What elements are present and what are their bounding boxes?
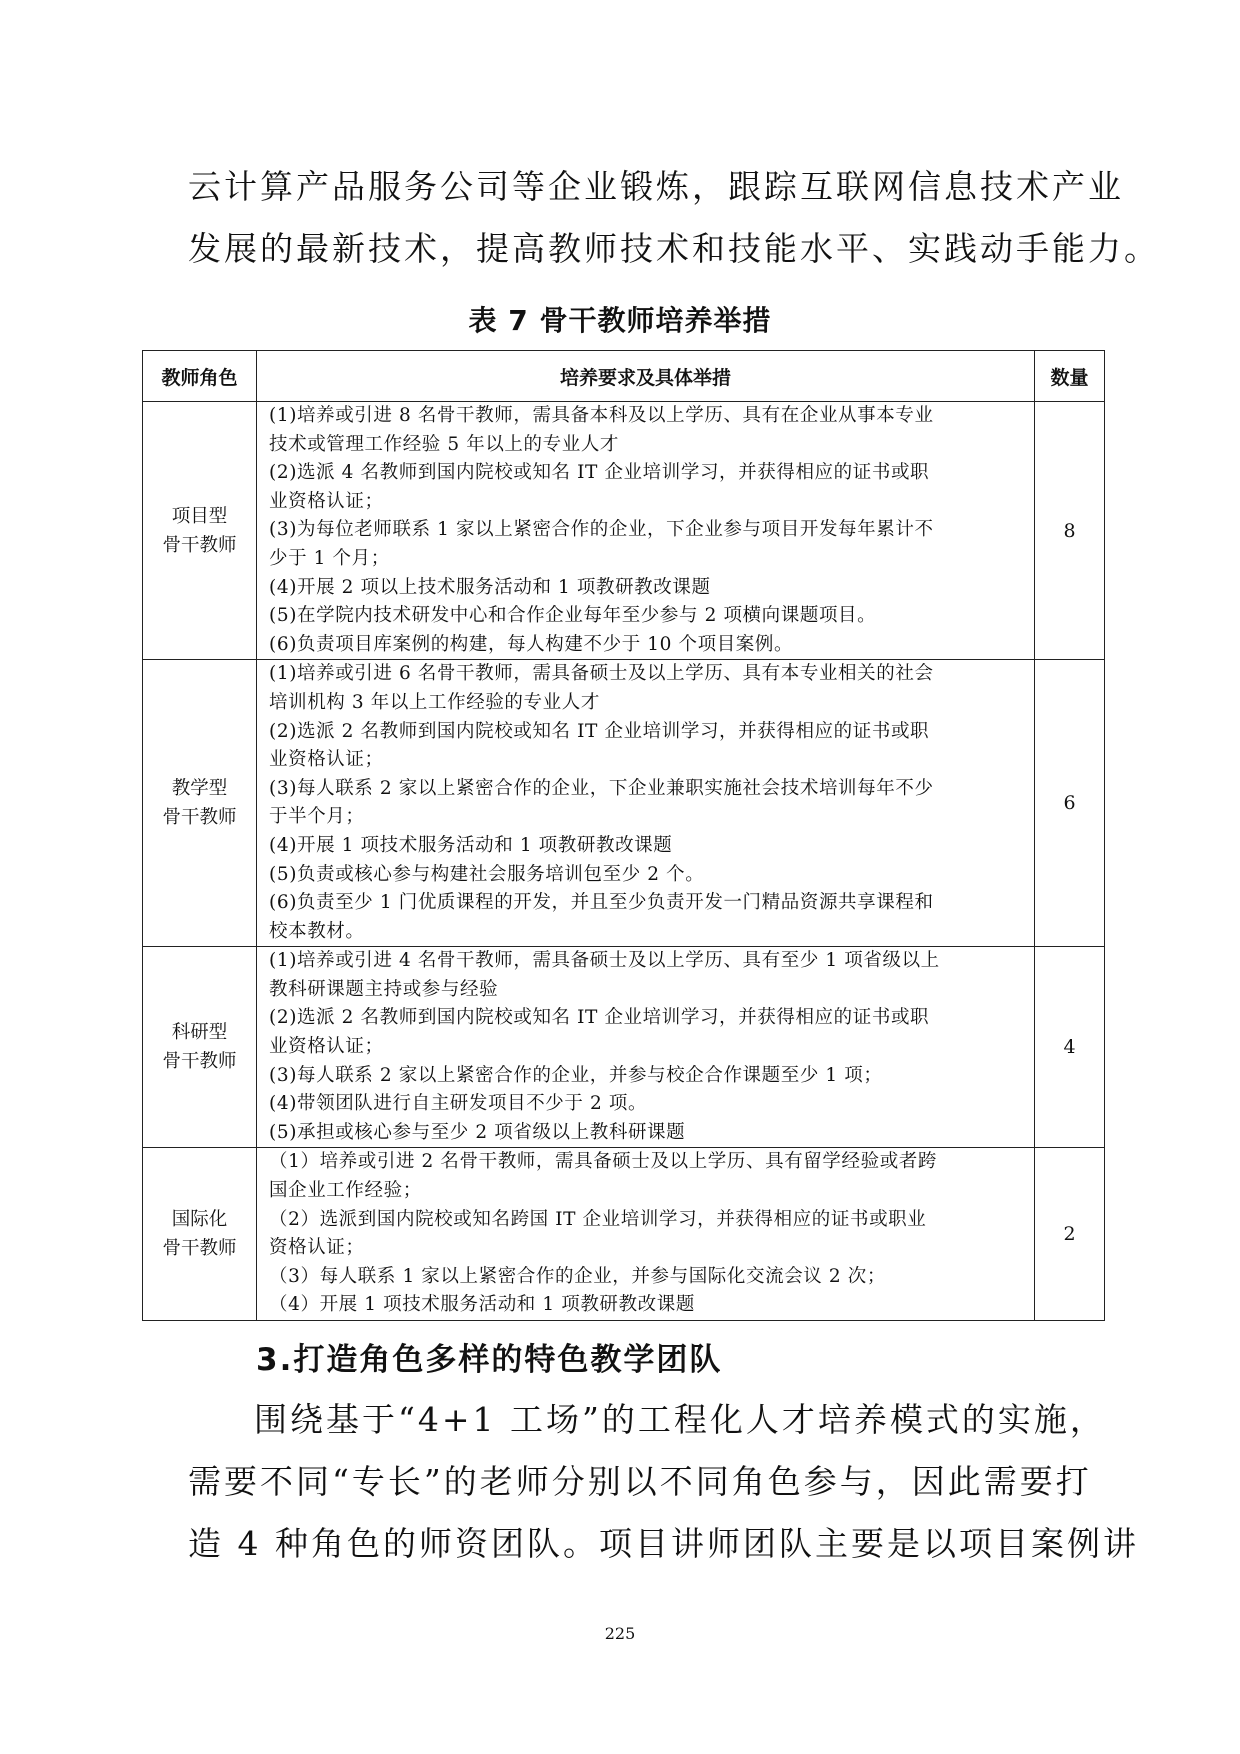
role-cell <box>143 402 257 660</box>
measure-line: 校本教材。 <box>269 920 365 942</box>
intro-paragraph <box>188 156 1160 280</box>
role-label: 教学型 <box>171 778 228 800</box>
measure-line: (3)每人联系 2 家以上紧密合作的企业，下企业兼职实施社会技术培训每年不少 <box>269 777 934 799</box>
measure-line: (3)每人联系 2 家以上紧密合作的企业，并参与校企合作课题至少 1 项； <box>269 1064 883 1086</box>
measure-line: (2)选派 2 名教师到国内院校或知名 IT 企业培训学习，并获得相应的证书或职 <box>269 1007 930 1029</box>
count-cell: 2 <box>1035 1148 1105 1321</box>
measure-line: 教科研课题主持或参与经验 <box>269 978 499 1000</box>
body-line: 造 4 种角色的师资团队。项目讲师团队主要是以项目案例讲 <box>188 1524 1139 1563</box>
measure-line: （2）选派到国内院校或知名跨国 IT 企业培训学习，并获得相应的证书或职业 <box>269 1208 927 1230</box>
table-body <box>143 402 1105 1321</box>
measure-line: (1)培养或引进 4 名骨干教师，需具备硕士及以上学历、具有至少 1 项省级以上 <box>269 950 940 972</box>
measure-line: (6)负责至少 1 门优质课程的开发，并且至少负责开发一门精品资源共享课程和 <box>269 892 934 914</box>
measures-cell <box>257 947 1035 1148</box>
measure-line: (4)开展 2 项以上技术服务活动和 1 项教研教改课题 <box>269 576 711 598</box>
role-label: 科研型 <box>171 1022 228 1044</box>
count-cell: 4 <box>1035 947 1105 1148</box>
measure-line: 业资格认证； <box>269 749 384 771</box>
table-caption: 表 7 骨干教师培养举措 <box>468 304 772 337</box>
body-paragraph <box>188 1389 1139 1575</box>
count-cell: 8 <box>1035 402 1105 660</box>
intro-line: 云计算产品服务公司等企业锻炼，跟踪互联网信息技术产业 <box>188 167 1124 206</box>
header-count: 数量 <box>1035 351 1105 402</box>
role-label: 骨干教师 <box>162 1238 237 1260</box>
measure-line: (2)选派 4 名教师到国内院校或知名 IT 企业培训学习，并获得相应的证书或职 <box>269 462 930 484</box>
measure-line: （1）培养或引进 2 名骨干教师，需具备硕士及以上学历、具有留学经验或者跨 <box>269 1151 938 1173</box>
role-label: 骨干教师 <box>162 534 237 556</box>
measure-line: (5)承担或核心参与至少 2 项省级以上教科研课题 <box>269 1121 686 1143</box>
role-label: 国际化 <box>171 1209 228 1231</box>
page-number: 225 <box>604 1624 636 1643</box>
measure-line: （4）开展 1 项技术服务活动和 1 项教研教改课题 <box>269 1294 695 1316</box>
measure-line: 国企业工作经验； <box>269 1180 422 1202</box>
measure-line: 资格认证； <box>269 1237 365 1259</box>
role-label: 骨干教师 <box>162 807 237 829</box>
count-cell: 6 <box>1035 660 1105 947</box>
measure-line: 业资格认证； <box>269 1036 384 1058</box>
measure-line: (4)开展 1 项技术服务活动和 1 项教研教改课题 <box>269 834 673 856</box>
measure-line: 于半个月； <box>269 806 365 828</box>
role-cell <box>143 1148 257 1321</box>
measure-line: （3）每人联系 1 家以上紧密合作的企业，并参与国际化交流会议 2 次； <box>269 1265 886 1287</box>
role-cell <box>143 947 257 1148</box>
measure-line: 培训机构 3 年以上工作经验的专业人才 <box>269 691 600 713</box>
table-row <box>143 947 1105 1148</box>
measures-cell <box>257 660 1035 947</box>
intro-line: 发展的最新技术，提高教师技术和技能水平、实践动手能力。 <box>188 229 1160 268</box>
role-cell <box>143 660 257 947</box>
header-role: 教师角色 <box>143 351 257 402</box>
training-measures-table <box>142 350 1105 1321</box>
measure-line: 少于 1 个月； <box>269 547 390 569</box>
header-measures: 培养要求及具体举措 <box>257 351 1035 402</box>
measure-line: 业资格认证； <box>269 490 384 512</box>
table-row <box>143 660 1105 947</box>
measure-line: (2)选派 2 名教师到国内院校或知名 IT 企业培训学习，并获得相应的证书或职 <box>269 720 930 742</box>
table-row <box>143 1148 1105 1321</box>
table-header-row <box>143 351 1105 402</box>
measure-line: (5)在学院内技术研发中心和合作企业每年至少参与 2 项横向课题项目。 <box>269 605 877 627</box>
section-heading: 3.打造角色多样的特色教学团队 <box>256 1342 723 1378</box>
measure-line: (1)培养或引进 8 名骨干教师，需具备本科及以上学历、具有在企业从事本专业 <box>269 405 934 426</box>
role-label: 骨干教师 <box>162 1051 237 1073</box>
measure-line: (6)负责项目库案例的构建，每人构建不少于 10 个项目案例。 <box>269 633 794 655</box>
measures-cell <box>257 1148 1035 1321</box>
measure-line: (3)为每位老师联系 1 家以上紧密合作的企业，下企业参与项目开发每年累计不 <box>269 519 934 541</box>
measure-line: 技术或管理工作经验 5 年以上的专业人才 <box>269 433 620 455</box>
role-label: 项目型 <box>171 505 228 527</box>
body-line: 围绕基于“4+1 工场”的工程化人才培养模式的实施， <box>254 1400 1106 1439</box>
measure-line: (4)带领团队进行自主研发项目不少于 2 项。 <box>269 1093 648 1115</box>
table-row <box>143 402 1105 660</box>
body-line: 需要不同“专长”的老师分别以不同角色参与，因此需要打 <box>188 1462 1092 1501</box>
measure-line: (5)负责或核心参与构建社会服务培训包至少 2 个。 <box>269 863 705 885</box>
measures-cell <box>257 402 1035 660</box>
measure-line: (1)培养或引进 6 名骨干教师，需具备硕士及以上学历、具有本专业相关的社会 <box>269 663 934 685</box>
